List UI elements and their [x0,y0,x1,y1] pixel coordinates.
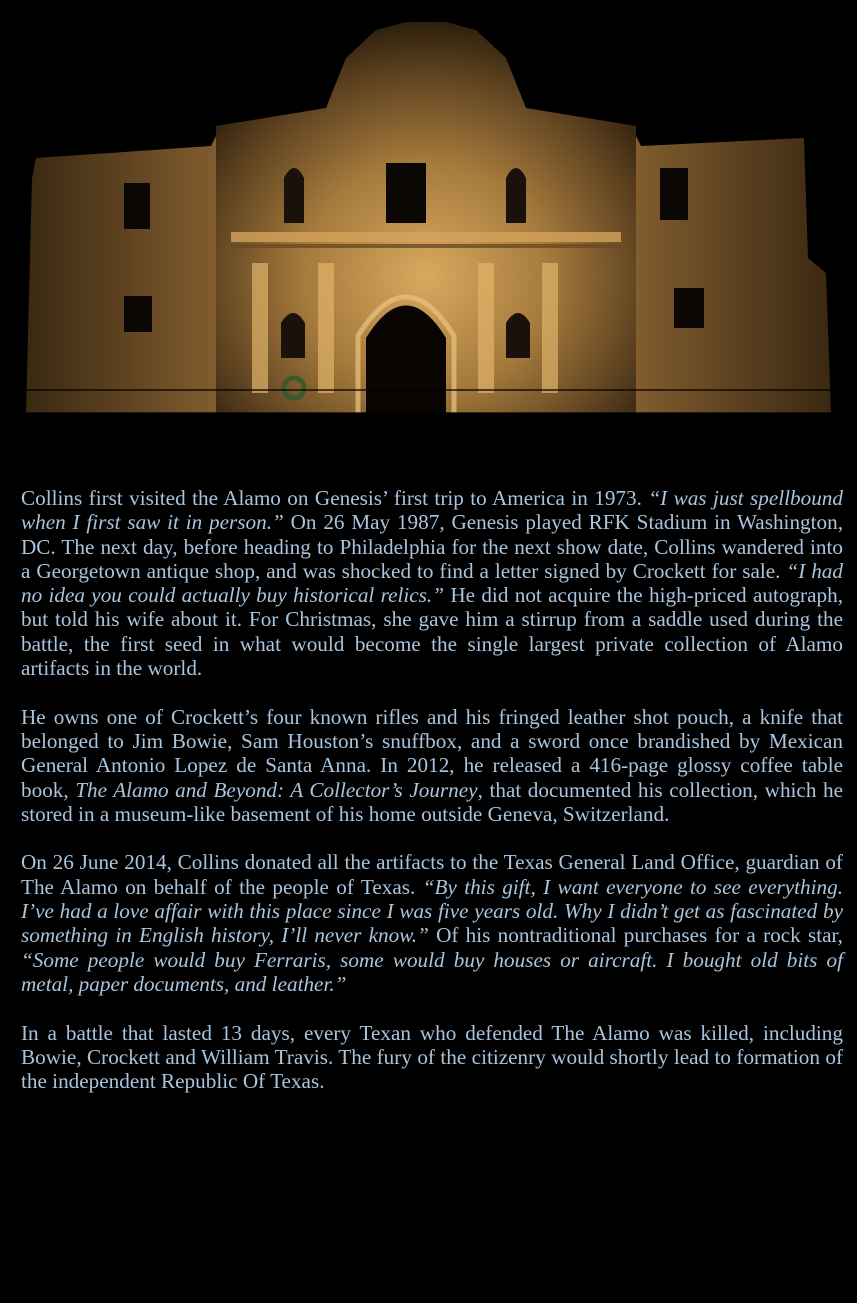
alamo-facade-illustration [26,18,831,438]
text-span: , that documented his collection, which he stored in a museum-like basement of his home outside Geneva, Switzerland. [21,777,843,826]
quote-ferraris: “Some people would buy Ferraris, some would buy houses or aircraft. I bought old bits of metal, paper documents, and leather.” [21,947,843,996]
text-span: He did not acquire the high-priced autograph, but told his wife about it. For Christmas, she gave him a stirrup from a saddle used during the battle, the first seed in what would become the single largest private collection of Alamo artifacts in the world. [21,583,843,681]
upper-niche-left [284,168,304,223]
text-span: Of his nontraditional purchases for a rock star, [428,923,843,948]
text-span: On 26 June 2014, Collins donated all the artifacts to the Texas General Land Office, guardian of The Alamo on behalf of the people of Texas. [21,850,843,899]
window-left-upper [124,183,150,229]
text-span: In a battle that lasted 13 days, every Texan who defended The Alamo was killed, including Bowie, Crockett and William Travis. The fury of the citizenry would shortly lead to formation of the independent Republic Of Texas. [21,1020,843,1094]
left-wing-wall [26,134,241,413]
text-span: Collins first visited the Alamo on Genesis’ first trip to America in 1973. [21,486,649,510]
window-right-lower [674,288,704,328]
main-doorway [366,306,446,414]
paragraph-first-visit [21,486,843,680]
article-body [21,486,843,1093]
lower-niche-left [281,313,305,358]
alamo-photo [26,18,831,438]
paragraph-collection [21,705,843,826]
quote-by-this-gift: “By this gift, I want everyone to see everything. I’ve had a love affair with this place since I was five years old. Why I didn’t get as fascinated by something in English history, I’ll never know.” [21,874,843,948]
upper-niche-right [506,168,526,223]
paragraph-donation [21,850,843,996]
paragraph-battle [21,1021,843,1094]
book-title: The Alamo and Beyond: A Collector’s Journey [75,777,478,802]
text-span: He owns one of Crockett’s four known rifles and his fringed leather shot pouch, a knife that belonged to Jim Bowie, Sam Houston’s snuffbox, and a sword once brandished by Mexican General Antonio Lopez de Santa Anna. In 2012, he released a 416-page glossy coffee table book, [21,704,843,802]
right-wing-wall [611,134,831,413]
quote-spellbound: “I was just spellbound when I first saw it in person.” [21,486,843,535]
quote-historical-relics: “I had no idea you could actually buy historical relics.” [21,558,843,608]
lower-niche-right [506,313,530,358]
window-left-lower [124,296,152,332]
upper-window-center [386,163,426,223]
window-right-upper [660,168,688,220]
text-span: On 26 May 1987, Genesis played RFK Stadium in Washington, DC. The next day, before heading to Philadelphia for the next show date, Collins wandered into a Georgetown antique shop, and was shocked to find a letter signed by Crockett for sale. [21,510,843,583]
